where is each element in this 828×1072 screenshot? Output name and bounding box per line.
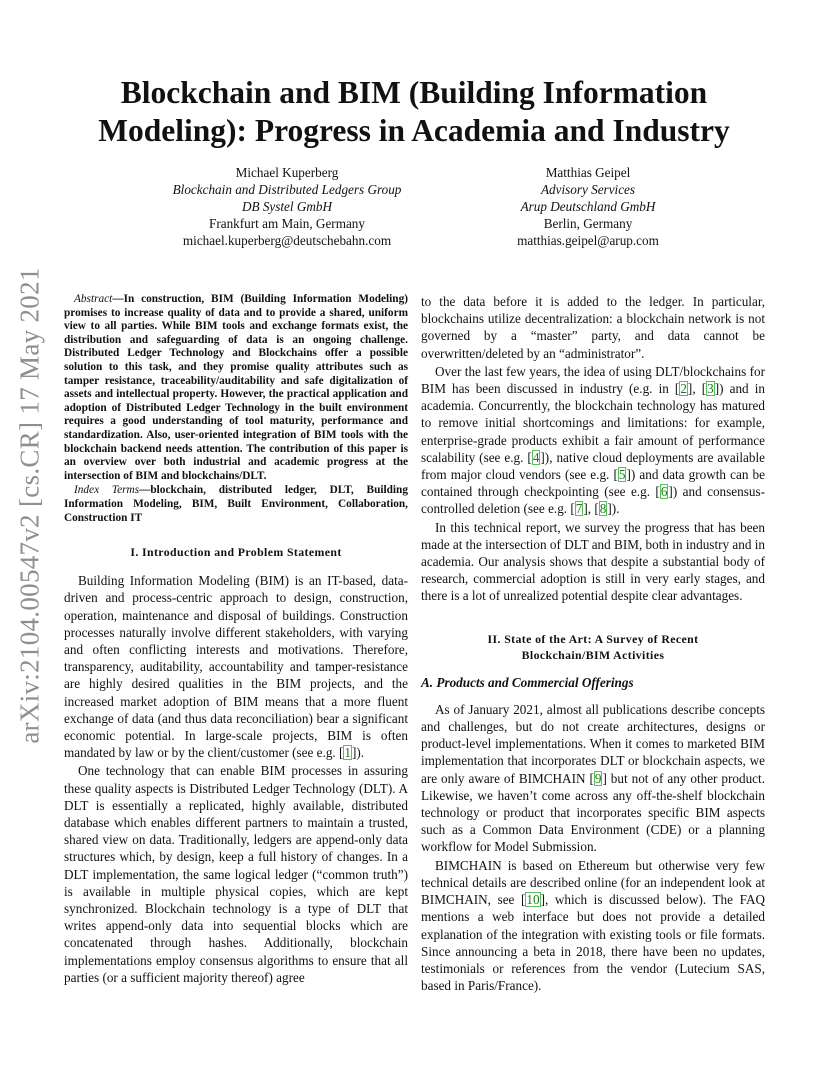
author-name: Matthias Geipel (545, 165, 631, 180)
paragraph: In this technical report, we survey the progress that has been made at the intersection of DLT and BIM, both in industry and in academia. Our analysis shows that despite a substantial body of research, commercial adoption is still in very early stages, and there is a lot of unrealized potential despite clear advantages. (421, 519, 765, 604)
citation-link[interactable]: 5 (618, 467, 626, 483)
paragraph: BIMCHAIN is based on Ethereum but otherwise very few technical details are described online (for an independent look at BIMCHAIN, see [10], which is discussed below). The FAQ mentions a web interface but does not provide a detailed explanation of the integration with existing tools or file formats. Since announcing a beta in 2018, there have been no updates, testimonials or references from the vendor (Lutecium SAS, based in Paris/France). (421, 857, 765, 994)
section-heading: I. Introduction and Problem Statement (130, 545, 342, 560)
author-block-2 (438, 164, 738, 249)
arxiv-stamp (8, 250, 52, 760)
abstract (64, 293, 408, 483)
citation-link[interactable]: 3 (707, 381, 714, 397)
index-terms-text: —blockchain, distributed ledger, DLT, Building Information Modeling, BIM, Built Environment, Collaboration, Construction IT (64, 484, 408, 524)
citation-link[interactable]: 6 (660, 484, 668, 500)
right-column (421, 293, 765, 994)
paper-title (60, 74, 768, 150)
citation-link[interactable]: 10 (526, 892, 540, 908)
author-block-1 (137, 164, 437, 249)
citation-link[interactable]: 1 (344, 745, 351, 761)
paragraph: to the data before it is added to the ledger. In particular, blockchains utilize decentralization: a blockchain network is not governed by a “master” party, and data cannot be overwritten/deleted by an “administrator”. (421, 294, 765, 361)
abstract-text: —In construction, BIM (Building Information Modeling) promises to increase quality of data and to provide a shared, uniform view to all parties. While BIM tools and exchange formats exist, the distribution and safeguarding of data is an ongoing challenge. Distributed Ledger Technology and Blockchains offer a possible solution to this task, and they promise quality attributes such as tamper resistance, traceability/auditability and safe digitalization of assets and intellectual property. However, the practical application and adoption of Distributed Ledger Technology in the built environment requires a good understanding of tool maturity, performance and standardization. Also, user-oriented integration of BIM tools with the blockchain backend needs attention. The contribution of this paper is an overview over both industrial and academic progress at the intersection of BIM and blockchains/DLT. (64, 293, 408, 482)
abstract-label: Abstract (74, 293, 113, 305)
index-terms-label: Index Terms (74, 484, 140, 497)
author-affiliation: Arup Deutschland GmbH (520, 199, 656, 214)
arxiv-stamp-text: arXiv:2104.00547v2 [cs.CR] 17 May 2021 (14, 266, 45, 744)
paragraph: Over the last few years, the idea of using DLT/blockchains for BIM has been discussed in industry (e.g. in [2], [3]) and in academia. Concurrently, the blockchain technology has matured to remove initial shortcomings and limitations: for example, enterprise-grade products exhibit a fair amount of performance scalability (see e.g. [4]), native cloud deployments are available from major cloud vendors (see e.g. [5]) and data growth can be contained through checkpointing (see e.g. [6]) and consensus-controlled deletion (see e.g. [7], [8]). (421, 363, 765, 517)
paragraph: Building Information Modeling (BIM) is an IT-based, data-driven and process-centric approach to design, construction, operation, maintenance and disposal of buildings. Construction processes naturally involve different stakeholders, with varying and often conflicting interests and motivations. Therefore, transparency, auditability, accountability and tamper-resistance are highly desired qualities in the BIM projects, and the increased market adoption of BIM means that a more fluent exchange of data (and thus data reconciliation) bear a significant economic potential. In large-scale projects, BIM is often mandated by law or by the client/customer (see e.g. [1]). (64, 573, 408, 761)
index-terms (64, 484, 408, 525)
citation-link[interactable]: 9 (594, 770, 602, 786)
author-location: Frankfurt am Main, Germany (208, 216, 365, 231)
section-heading: II. State of the Art: A Survey of Recent Blockchain/BIM Activities (487, 631, 699, 662)
author-location: Berlin, Germany (543, 216, 633, 231)
author-email[interactable]: michael.kuperberg@deutschebahn.com (182, 233, 392, 248)
paragraph: One technology that can enable BIM processes in assuring these quality aspects is Distributed Ledger Technology (DLT). A DLT is essentially a replicated, highly available, distributed database which enables different partners to maintain a trusted, shared view on data. Traditionally, ledgers are append-only data structures which, by design, keep a full history of changes. In a DLT implementation, the same logical ledger (“common truth”) is available in multiple physical copies, which are kept synchronized. Blockchain technology is a type of DLT that writes append-only data into sequential blocks which are concatenated through hashes. Additionally, blockchain implementations employ consensus algorithms to ensure that all parties (or a sufficient majority thereof) agree (64, 763, 408, 985)
subsection-heading: A. Products and Commercial Offerings (421, 674, 634, 690)
author-affiliation: Blockchain and Distributed Ledgers Group (172, 182, 402, 197)
citation-link[interactable]: 7 (575, 501, 583, 517)
title-line-1: Blockchain and BIM (Building Information (120, 75, 708, 110)
author-name: Michael Kuperberg (235, 165, 339, 180)
citation-link[interactable]: 4 (532, 449, 540, 465)
paragraph: As of January 2021, almost all publications describe concepts and challenges, but do not create architectures, designs or product-level implementations. When it comes to marketed BIM implementation that incorporates DLT or blockchain aspects, we are only aware of BIMCHAIN [9] but not of any other product. Likewise, we haven’t come across any off-the-shelf blockchain technology or product that incorporates specific BIM aspects such as a Common Data Environment (CDE) or a planning workflow for Model Submission. (421, 701, 765, 855)
left-column (64, 293, 408, 986)
citation-link[interactable]: 8 (599, 501, 607, 517)
title-line-2: Modeling): Progress in Academia and Industry (98, 113, 730, 148)
citation-link[interactable]: 2 (680, 381, 687, 397)
author-affiliation: DB Systel GmbH (241, 199, 333, 214)
author-affiliation: Advisory Services (540, 182, 636, 197)
author-email[interactable]: matthias.geipel@arup.com (517, 233, 659, 248)
